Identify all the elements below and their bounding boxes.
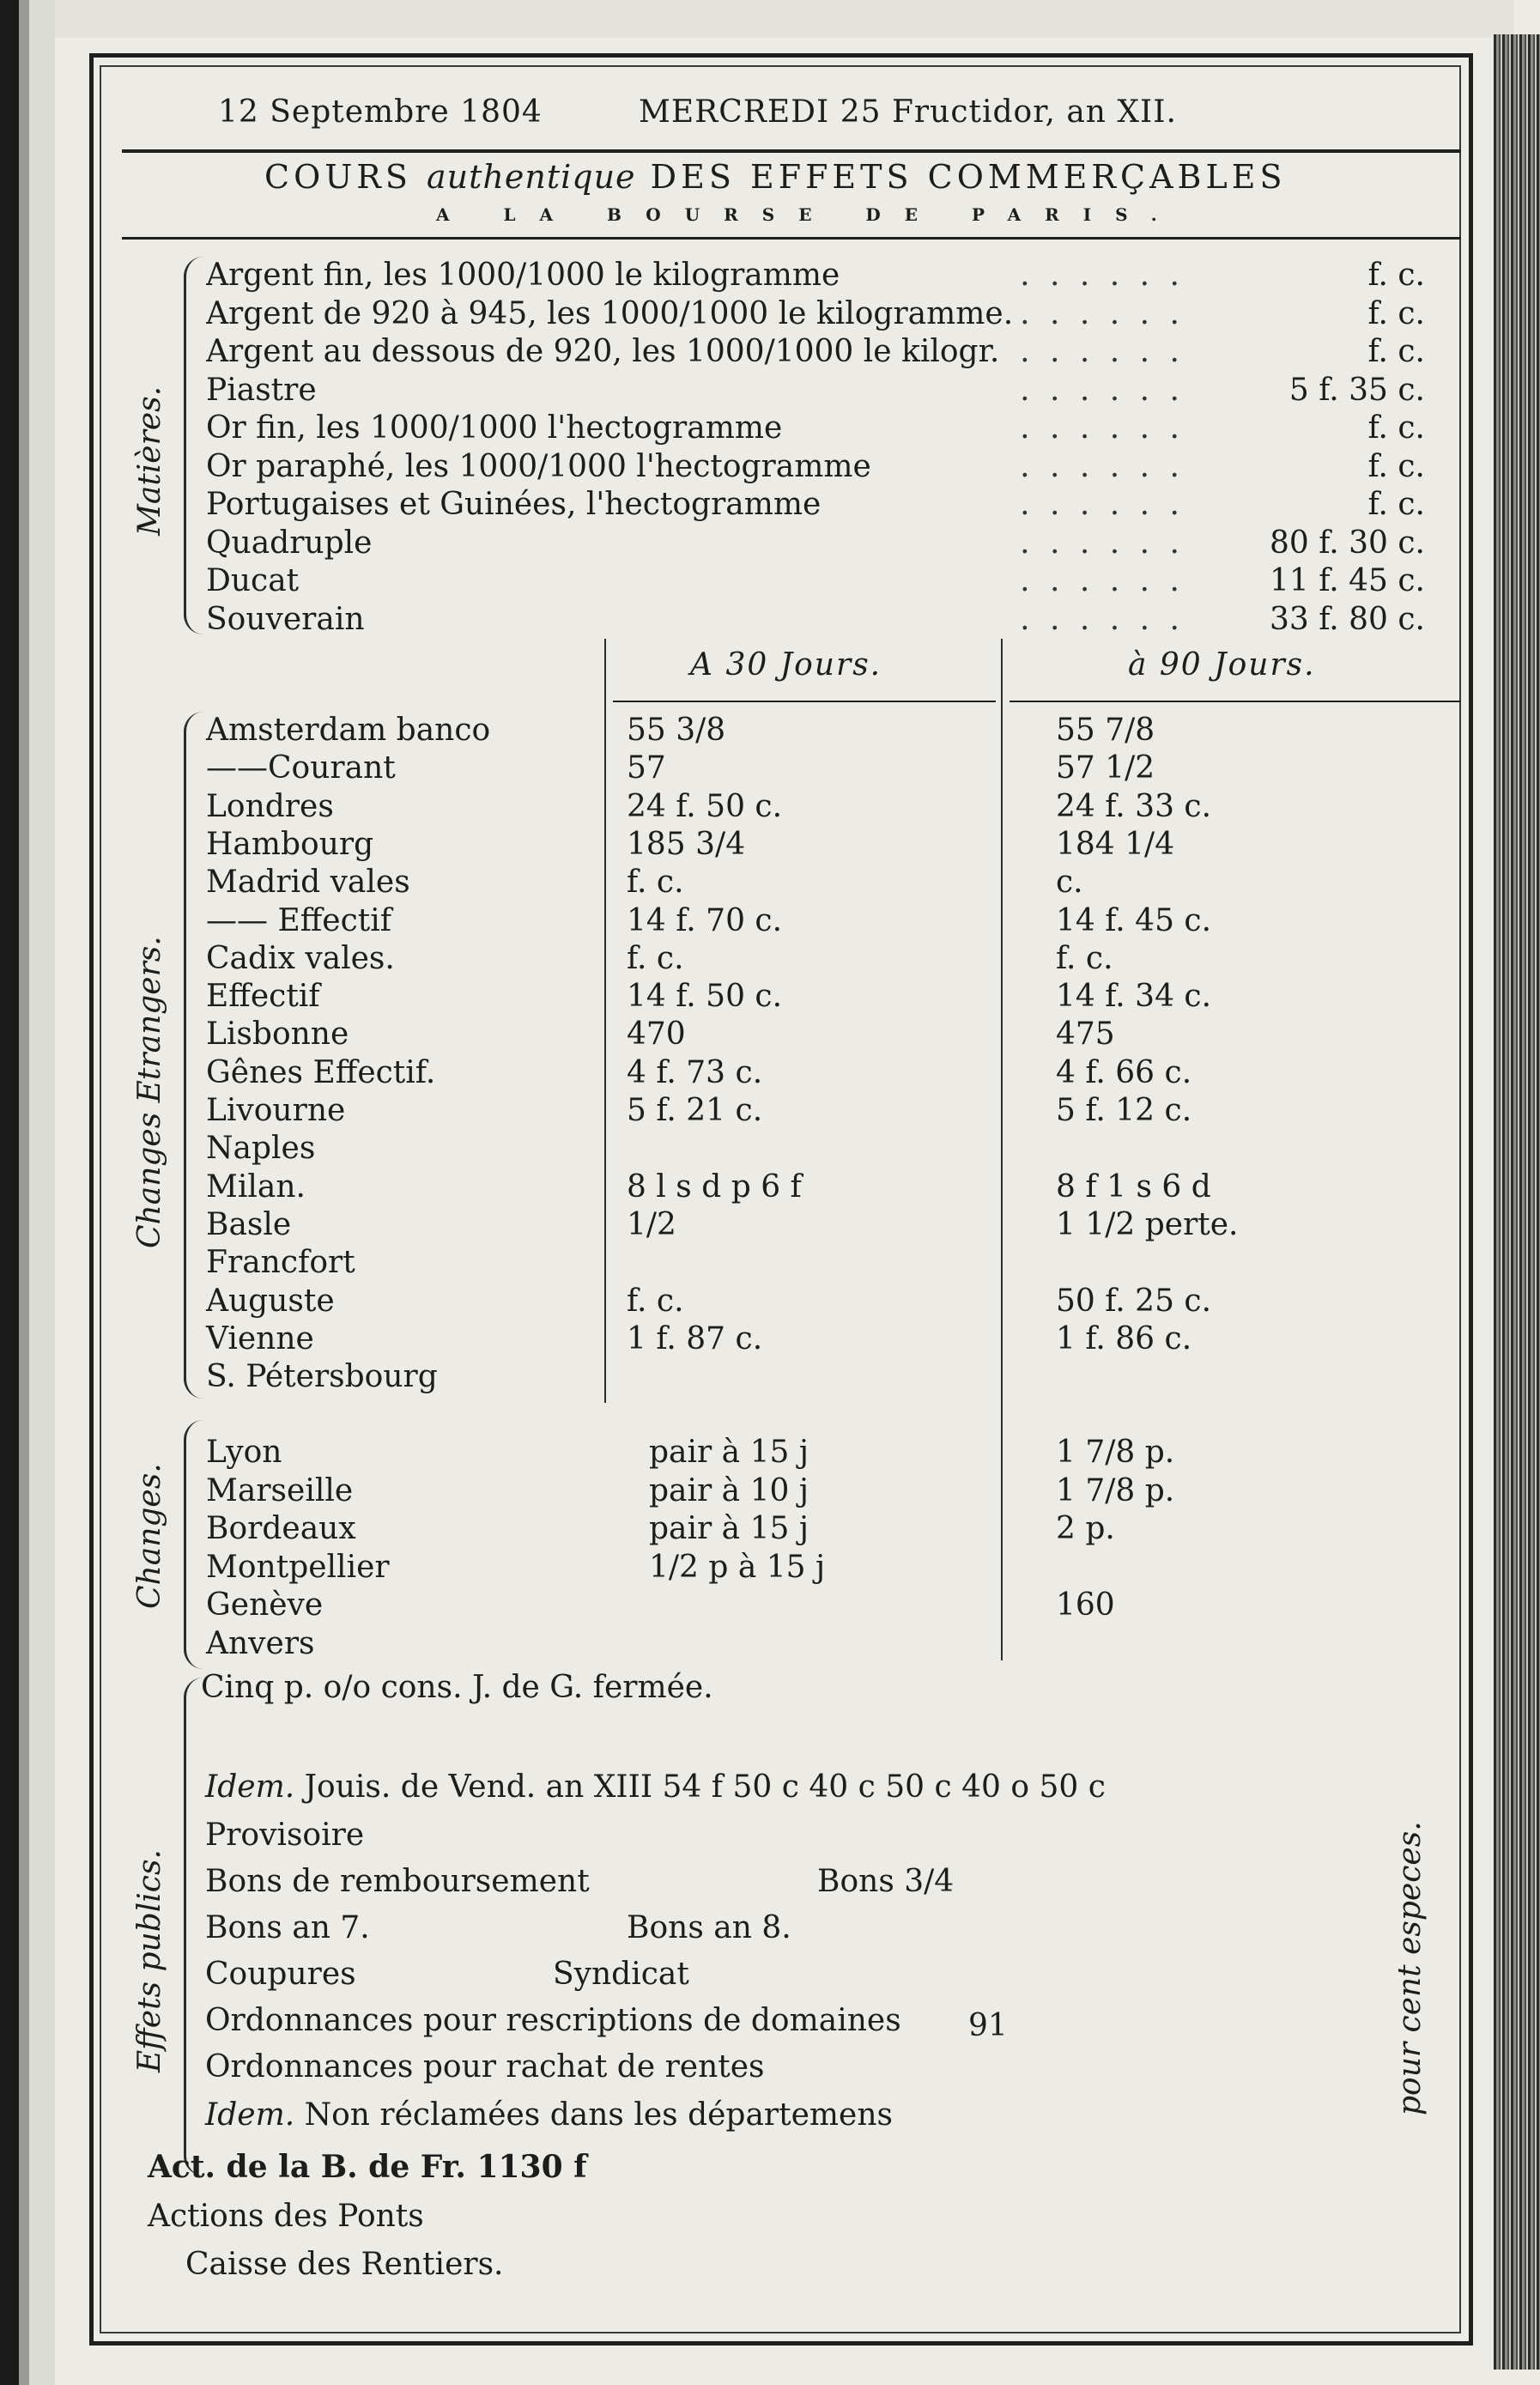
effets-publics-brace [184,1678,203,2176]
section-label-changes-etrangers: Changes Etrangers. [132,936,167,1248]
section-label-changes: Changes. [132,1463,167,1609]
matieres-item-value: f. c. [1367,487,1425,522]
change-etranger-name: Francfort [206,1245,355,1280]
change-etranger-30-jours: 14 f. 70 c. [627,903,783,938]
effets-line-coupures: Coupures [205,1957,356,1992]
date-republican: MERCREDI 25 Fructidor, an XII. [639,94,1177,130]
page-title [264,158,1286,196]
change-etranger-name: Milan. [206,1169,306,1205]
change-etranger-name: Gênes Effectif. [206,1055,436,1090]
change-etranger-90-jours: 1 f. 86 c. [1056,1321,1192,1356]
change-90-jours: 1 7/8 p. [1056,1435,1175,1470]
change-etranger-30-jours: f. c. [627,941,684,976]
effets-line-ordonnances-value: 91 [968,2008,1008,2043]
matieres-item-name: Quadruple [206,525,373,561]
change-etranger-90-jours: 1 1/2 perte. [1056,1207,1239,1242]
footer-actions-banque: Act. de la B. de Fr. 1130 f [148,2149,587,2185]
column-header-90-jours: à 90 Jours. [1128,647,1316,683]
change-name: Genève [206,1587,324,1623]
matieres-item-name: Souverain [206,602,365,637]
change-30-jours: 1/2 p à 15 j [649,1550,826,1585]
change-etranger-name: —— Effectif [206,903,392,938]
matieres-item-name: Or paraphé, les 1000/1000 l'hectogramme [206,449,871,484]
leader-dots: . . . . . . [1020,525,1185,561]
change-etranger-30-jours: 8 l s d p 6 f [627,1169,802,1205]
leader-dots: . . . . . . [1020,258,1185,293]
change-etranger-90-jours: 184 1/4 [1056,827,1175,862]
effets-line-bons-an-8: Bons an 8. [627,1910,791,1945]
change-name: Anvers [206,1626,315,1661]
change-etranger-90-jours: 55 7/8 [1056,713,1155,748]
matieres-item-value: f. c. [1367,258,1425,293]
effets-line-idem-non-reclamees [205,2097,893,2134]
effets-line-bons-trois-quarts: Bons 3/4 [817,1864,955,1899]
change-etranger-name: Hambourg [206,827,374,862]
effets-line-cinq-pour-cent: Cinq p. o/o cons. J. de G. fermée. [201,1670,713,1705]
effets-line-ordonnances-rachat: Ordonnances pour rachat de rentes [205,2049,765,2085]
change-etranger-90-jours: f. c. [1056,941,1113,976]
change-90-jours: 1 7/8 p. [1056,1473,1175,1508]
matieres-brace [184,257,203,634]
change-etranger-90-jours: 14 f. 34 c. [1056,979,1212,1014]
matieres-item-value: f. c. [1367,334,1425,369]
leader-dots: . . . . . . [1020,373,1185,408]
matieres-item-name: Or fin, les 1000/1000 l'hectogramme [206,410,783,446]
effets-line-bons-an-7: Bons an 7. [205,1910,370,1945]
col30-rule [613,701,996,702]
column-divider-left [604,639,606,1403]
change-etranger-name: Lisbonne [206,1017,349,1052]
matieres-item-value: f. c. [1367,296,1425,331]
change-etranger-name: S. Pétersbourg [206,1359,438,1394]
matieres-item-value: 80 f. 30 c. [1269,525,1425,561]
title-cours: COURS [264,158,412,196]
effets-line-bons-remboursement: Bons de remboursement [205,1864,590,1899]
footer-caisse-rentiers: Caisse des Rentiers. [185,2247,504,2282]
change-etranger-30-jours: f. c. [627,865,684,900]
change-etranger-name: Effectif [206,979,320,1014]
change-etranger-name: Amsterdam banco [206,713,491,748]
header-rule [122,149,1461,153]
matieres-item-value: f. c. [1367,410,1425,446]
change-90-jours: 160 [1056,1587,1115,1623]
column-divider-right [1001,639,1003,1660]
matieres-item-value: 33 f. 80 c. [1269,602,1425,637]
change-etranger-30-jours: f. c. [627,1284,684,1319]
change-etranger-name: Cadix vales. [206,941,395,976]
change-etranger-30-jours: 57 [627,750,666,786]
page [55,38,1494,2356]
change-etranger-90-jours: 4 f. 66 c. [1056,1055,1192,1090]
matieres-item-value: 11 f. 45 c. [1269,563,1425,598]
change-etranger-90-jours: 57 1/2 [1056,750,1155,786]
change-etranger-30-jours: 1/2 [627,1207,676,1242]
change-etranger-name: ——Courant [206,750,396,786]
change-etranger-90-jours: 50 f. 25 c. [1056,1284,1212,1319]
change-etranger-30-jours: 5 f. 21 c. [627,1093,763,1128]
change-etranger-90-jours: 24 f. 33 c. [1056,789,1212,824]
change-etranger-30-jours: 4 f. 73 c. [627,1055,763,1090]
matieres-item-name: Ducat [206,563,300,598]
matieres-item-name: Argent fin, les 1000/1000 le kilogramme [206,258,840,293]
changes-etrangers-brace [184,712,203,1399]
title-authentique: authentique [427,158,636,196]
matieres-item-name: Argent de 920 à 945, les 1000/1000 le kilogramme. [206,296,1014,331]
change-etranger-name: Londres [206,789,334,824]
leader-dots: . . . . . . [1020,487,1185,522]
matieres-item-name: Argent au dessous de 920, les 1000/1000 le kilogr. [206,334,1000,369]
idem-label: Idem. [205,1769,295,1805]
changes-brace [184,1420,203,1669]
change-etranger-30-jours: 470 [627,1017,686,1052]
leader-dots: . . . . . . [1020,296,1185,331]
leader-dots: . . . . . . [1020,449,1185,484]
change-name: Lyon [206,1435,282,1470]
leader-dots: . . . . . . [1020,602,1185,637]
non-reclamees-text: Non réclamées dans les départemens [304,2097,894,2133]
change-90-jours: 2 p. [1056,1511,1115,1546]
section-label-matieres: Matières. [132,385,167,536]
date-gregorian: 12 Septembre 1804 [218,94,543,130]
change-etranger-name: Madrid vales [206,865,410,900]
change-etranger-30-jours: 14 f. 50 c. [627,979,783,1014]
leader-dots: . . . . . . [1020,334,1185,369]
change-etranger-name: Naples [206,1131,316,1166]
change-etranger-90-jours: 14 f. 45 c. [1056,903,1212,938]
side-label-pour-cent-especes: pour cent especes. [1392,1821,1428,2115]
effets-line-provisoire: Provisoire [205,1818,365,1853]
change-name: Bordeaux [206,1511,356,1546]
leader-dots: . . . . . . [1020,563,1185,598]
change-etranger-90-jours: 8 f 1 s 6 d [1056,1169,1211,1205]
change-30-jours: pair à 15 j [649,1435,809,1470]
matieres-item-value: f. c. [1367,449,1425,484]
change-name: Montpellier [206,1550,390,1585]
matieres-item-name: Portugaises et Guinées, l'hectogramme [206,487,822,522]
column-header-30-jours: A 30 Jours. [690,647,882,683]
col90-rule [1009,701,1461,702]
effets-line-ordonnances-rescriptions: Ordonnances pour rescriptions de domaines [205,2003,901,2038]
change-30-jours: pair à 15 j [649,1511,809,1546]
idem-label-2: Idem. [205,2097,295,2133]
binding-edge [0,0,55,2385]
change-etranger-name: Vienne [206,1321,314,1356]
footer-actions-ponts: Actions des Ponts [148,2199,424,2234]
page-top-margin [55,0,1514,38]
leader-dots: . . . . . . [1020,410,1185,446]
change-etranger-name: Basle [206,1207,292,1242]
change-etranger-30-jours: 24 f. 50 c. [627,789,783,824]
change-etranger-30-jours: 185 3/4 [627,827,746,862]
change-etranger-90-jours: 475 [1056,1017,1115,1052]
matieres-item-name: Piastre [206,373,317,408]
title-rule [122,237,1461,240]
page-subtitle: A LA BOURSE DE PARIS. [436,204,1181,225]
jouis-text: Jouis. de Vend. an XIII 54 f 50 c 40 c 50 c 40 o 50 c [304,1769,1106,1805]
section-label-effets-publics: Effets publics. [132,1849,167,2072]
title-effets: DES EFFETS COMMERÇABLES [650,158,1287,196]
change-name: Marseille [206,1473,354,1508]
effets-line-syndicat: Syndicat [553,1957,689,1992]
page-stack-edge [1494,34,1540,2370]
matieres-item-value: 5 f. 35 c. [1288,373,1425,408]
change-etranger-90-jours: c. [1056,865,1083,900]
change-etranger-30-jours: 55 3/8 [627,713,726,748]
change-etranger-name: Auguste [206,1284,335,1319]
effets-line-idem-jouis [205,1769,1106,1806]
change-etranger-90-jours: 5 f. 12 c. [1056,1093,1192,1128]
change-etranger-30-jours: 1 f. 87 c. [627,1321,763,1356]
change-30-jours: pair à 10 j [649,1473,809,1508]
change-etranger-name: Livourne [206,1093,346,1128]
